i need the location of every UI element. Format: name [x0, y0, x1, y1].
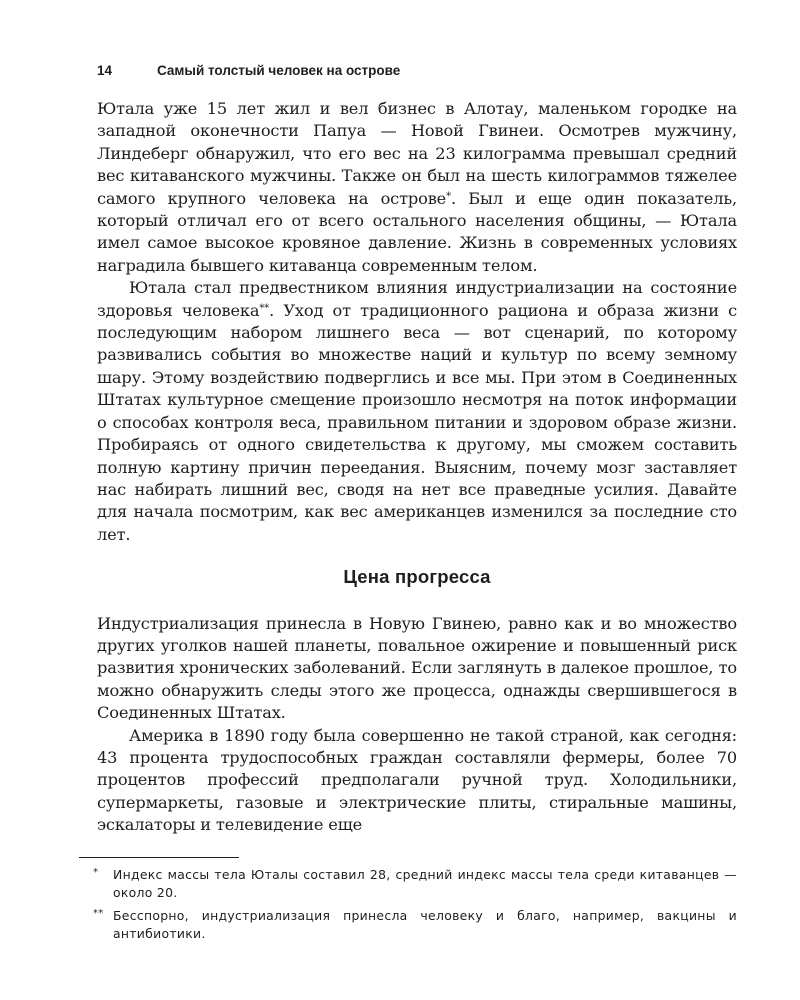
body-text [97, 98, 737, 837]
footnote-mark-1: * [93, 867, 99, 878]
footnote-ref-2: ** [259, 302, 270, 314]
running-title: Самый толстый человек на острове [157, 63, 401, 78]
footnote-1 [93, 866, 737, 901]
footnote-divider [79, 857, 239, 858]
footnote-ref-1: * [446, 190, 451, 202]
footnotes [93, 866, 737, 948]
paragraph-2-part-1: Ютала стал предвестником влияния индустриализации на состояние здоровья человека [97, 278, 737, 320]
running-head [97, 63, 737, 78]
footnote-text-1: Индекс массы тела Юталы составил 28, средний индекс массы тела среди китаванцев — около 20. [113, 867, 737, 900]
paragraph-4: Америка в 1890 году была совершенно не такой страной, как сегодня: 43 процента трудоспособных граждан составляли фермеры, более 70 процентов профессий предполагали ручной труд. Холодильники, супермаркеты, газовые и электрические плиты, стиральные машины, эскалаторы и телевидение еще [97, 725, 737, 835]
paragraph-3: Индустриализация принесла в Новую Гвинею, равно как и во множество других уголков нашей планеты, повальное ожирение и повышенный риск развития хронических заболеваний. Если заглянуть в далекое прошлое, то можно обнаружить следы этого же процесса, однажды свершившегося в Соединенных Штатах. [97, 613, 737, 723]
footnote-2 [93, 907, 737, 942]
paragraph-1-part-2: . Был и еще один показатель, который отличал его от всего остального населения общины, — Ютала имел самое высокое кровяное давление. Жизнь в современных условиях наградила бывшего китаванца современным телом. [97, 188, 737, 275]
section-heading: Цена прогресса [343, 566, 491, 588]
paragraph-1-part-1: Ютала уже 15 лет жил и вел бизнес в Алотау, маленьком городке на западной оконечности Папуа — Новой Гвинеи. Осмотрев мужчину, Линдеберг обнаружил, что его вес на 23 килограмма превышал средний вес китаванского мужчины. Также он был на шесть килограммов тяжелее самого крупного человека на острове [97, 99, 737, 208]
paragraph-2 [97, 277, 737, 546]
footnote-mark-2: ** [93, 908, 104, 919]
paragraph-1 [97, 98, 737, 277]
page-number: 14 [97, 63, 113, 78]
paragraph-2-part-2: . Уход от традиционного рациона и образа жизни с последующим набором лишнего веса — вот сценарий, по которому развивались события во множестве наций и культур по всему земному шару. Этому воздействию подверглись и все мы. При этом в Соединенных Штатах культурное смещение произошло несмотря на поток информации о способах контроля веса, правильном питании и здоровом образе жизни. Пробираясь от одного свидетельства к другому, мы сможем составить полную картину причин переедания. Выясним, почему мозг заставляет нас набирать лишний вес, сводя на нет все праведные усилия. Давайте для начала посмотрим, как вес американцев изменился за последние сто лет. [97, 300, 737, 544]
footnote-text-2: Бесспорно, индустриализация принесла человеку и благо, например, вакцины и антибиотики. [113, 908, 737, 941]
